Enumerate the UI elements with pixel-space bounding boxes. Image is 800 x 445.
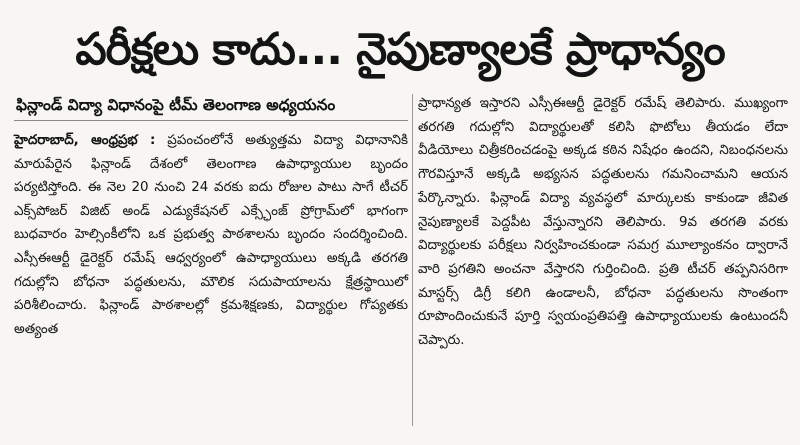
headline: పరీక్షలు కాదు... నైపుణ్యాలకే ప్రాధాన్యం [75,24,725,75]
left-column-text [14,129,408,341]
right-column-text: ప్రాధాన్యత ఇస్తారని ఎస్సీఈఆర్టీ డైరెక్టర్ రమేష్ తెలిపారు. ముఖ్యంగా తరగతి గదుల్లోని విద్యార్థులతో కలిసి ఫొటోలు తీయడం లేదా వీడియోలు చిత్రీకరించడంపై అక్కడ కఠిన నిషేధం ఉందని, నిబంధనలను గౌరవిస్తూనే అక్కడి అభ్యసన పద్ధతులను గమనించామని ఆయన పేర్కొన్నారు. ఫిన్లాండ్ విద్యా వ్యవస్థలో మార్కులకు కాకుండా జీవిత నైపుణ్యాలకే పెద్దపీట వేస్తున్నారని తెలిపారు. 9వ తరగతి వరకు విద్యార్థులకు పరీక్షలు నిర్వహించకుండా సమగ్ర మూల్యాంకనం ద్వారానే వారి ప్రగతిని అంచనా వేస్తారని గుర్తించింది. ప్రతి టీచర్ తప్పనిసరిగా మాస్టర్స్ డిగ్రీ కలిగి ఉండాలనీ, బోధనా పద్ధతులను సొంతంగా రూపొందించుకునే పూర్తి స్వయంప్రతిపత్తి ఉపాధ్యాయులకు ఉంటుందనీ చెప్పారు. [418,96,788,349]
subheadline: ఫిన్లాండ్ విద్యా విధానంపై టీమ్ తెలంగాణ అధ్యయనం [14,92,408,121]
column-divider [412,94,413,426]
left-column-body: ప్రపంచంలోనే అత్యుత్తమ విద్యా విధానానికి మారుపేరైన ఫిన్లాండ్ దేశంలో తెలంగాణ ఉపాధ్యాయుల బృందం పర్యటిస్తోంది. ఈ నెల 20 నుంచి 24 వరకు ఐదు రోజుల పాటు సాగే టీచర్ ఎక్స్‌పోజర్ విజిట్ అండ్ ఎడ్యుకేషనల్ ఎక్స్ఛేంజ్ ప్రోగ్రామ్‌లో భాగంగా బుధవారం హెల్సింకీలోని ఒక ప్రభుత్వ పాఠశాలను బృందం సందర్శించింది. ఎస్సీఈఆర్టీ డైరెక్టర్ రమేష్ ఆధ్వర్యంలో ఉపాధ్యాయులు అక్కడి తరగతి గదుల్లోని బోధనా పద్ధతులను, మౌలిక సదుపాయాలను క్షేత్రస్థాయిలో పరిశీలించారు. ఫిన్లాండ్ పాఠశాలల్లో క్రమశిక్షణకు, విద్యార్థుల గోప్యతకు అత్యంత [14,133,408,337]
right-column [418,92,788,353]
left-column [14,92,408,341]
dateline: హైదరాబాద్, ఆంధ్రప్రభ : [14,133,156,148]
